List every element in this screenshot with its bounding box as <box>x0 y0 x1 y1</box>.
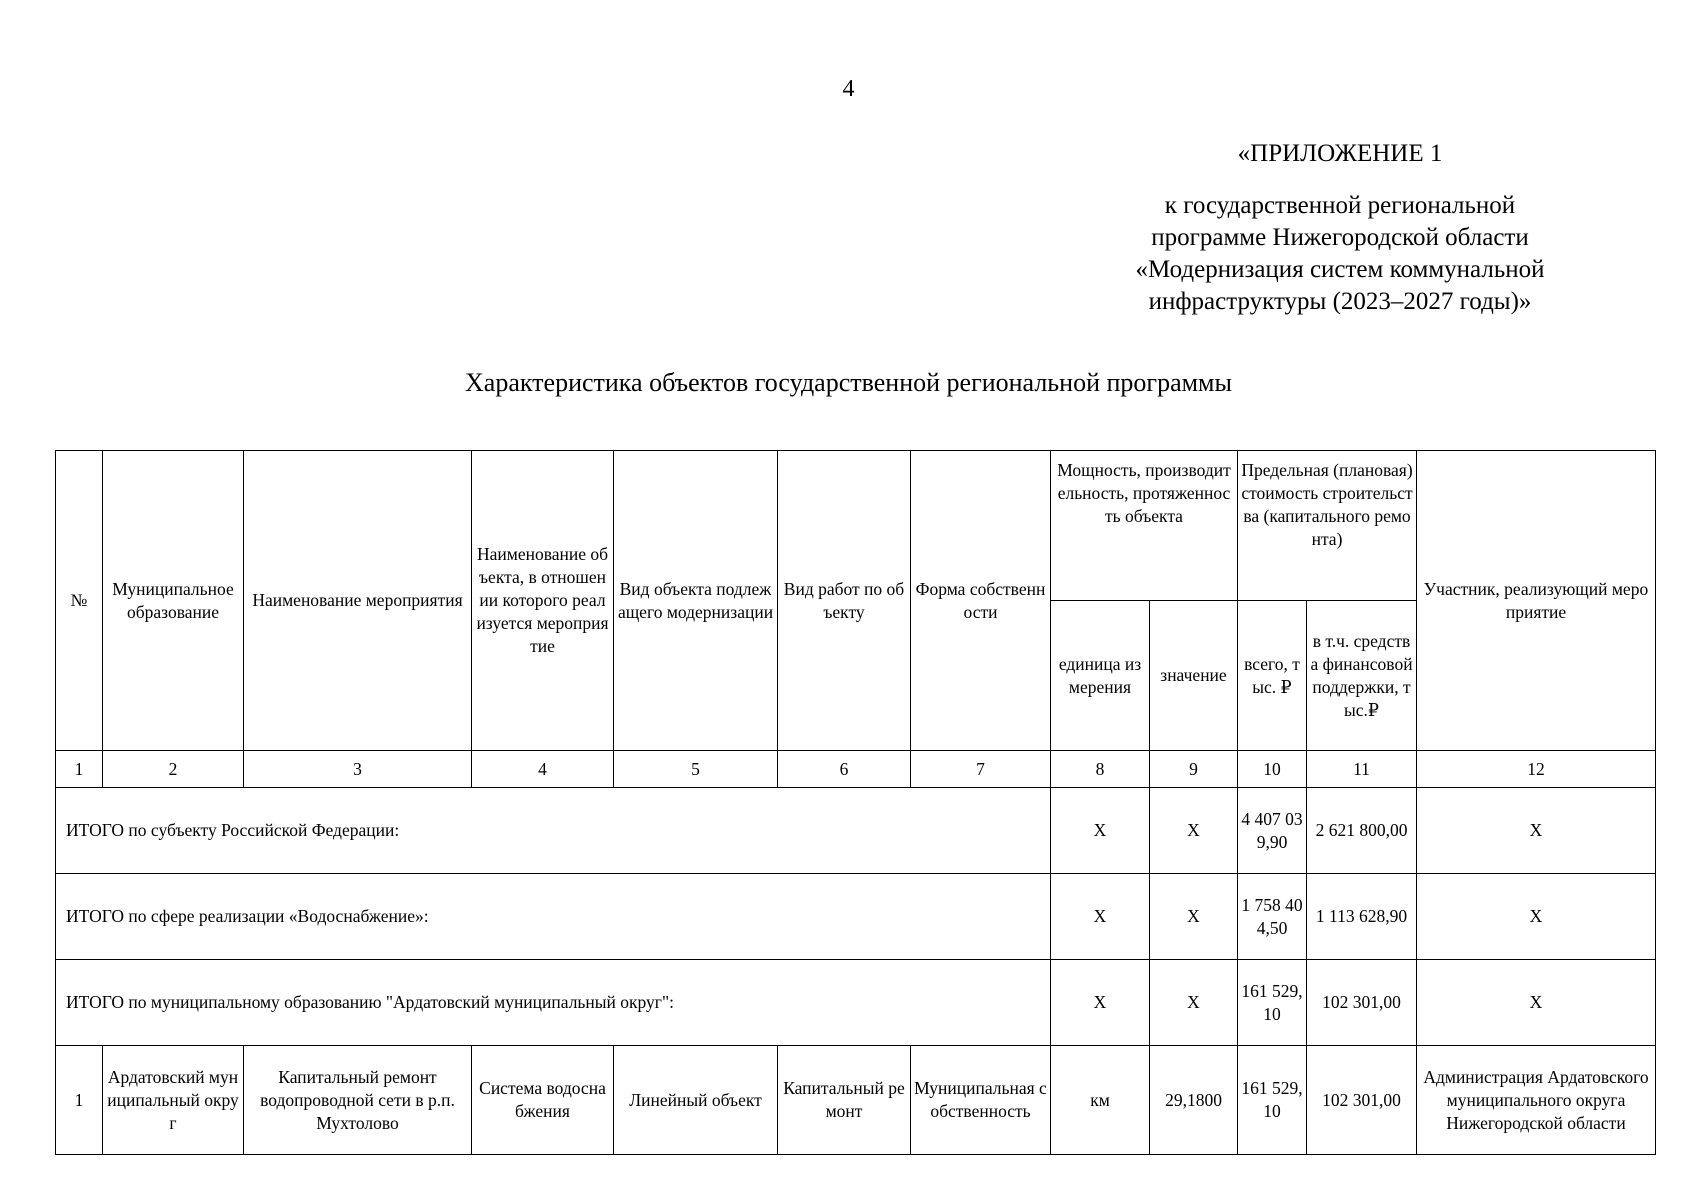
column-number: 2 <box>103 751 244 788</box>
header-total-cost: всего, тыс. ₽ <box>1238 601 1307 751</box>
row-unit: км <box>1051 1046 1150 1155</box>
total-unit: X <box>1051 874 1150 960</box>
row-support: 102 301,00 <box>1307 1046 1417 1155</box>
column-number: 6 <box>778 751 911 788</box>
column-number: 3 <box>244 751 472 788</box>
header-support: в т.ч. средства финансовой поддержки, тыс.₽ <box>1307 601 1417 751</box>
column-number: 9 <box>1150 751 1238 788</box>
appendix-subtitle-line: программе Нижегородской области <box>1151 224 1529 251</box>
total-value: X <box>1150 788 1238 874</box>
header-cost-group: Предельная (плановая) стоимость строительства (капитального ремонта) <box>1238 451 1417 601</box>
table-header <box>56 451 1656 788</box>
row-measure: Капитальный ремонт водопроводной сети в р.п. Мухтолово <box>244 1046 472 1155</box>
row-total-cost: 161 529,10 <box>1238 1046 1307 1155</box>
appendix-subtitle-line: к государственной региональной <box>1164 192 1516 219</box>
total-participant: X <box>1417 788 1656 874</box>
appendix-subtitle <box>1120 190 1560 318</box>
total-cost: 4 407 039,90 <box>1238 788 1307 874</box>
header-object-type: Вид объекта подлежащего модернизации <box>614 451 778 751</box>
header-object: Наименование объекта, в отношении которого реализуется мероприятие <box>472 451 614 751</box>
column-number: 10 <box>1238 751 1307 788</box>
header-value: значение <box>1150 601 1238 751</box>
header-number: № <box>56 451 103 751</box>
header-participant: Участник, реализующий мероприятие <box>1417 451 1656 751</box>
header-capacity-group: Мощность, производительность, протяженность объекта <box>1051 451 1238 601</box>
total-label: ИТОГО по сфере реализации «Водоснабжение»: <box>56 874 1051 960</box>
appendix-title: «ПРИЛОЖЕНИЕ 1 <box>1237 140 1443 167</box>
appendix-subtitle-line: «Модернизация систем коммунальной <box>1135 256 1545 283</box>
header-work-type: Вид работ по объекту <box>778 451 911 751</box>
total-label: ИТОГО по субъекту Российской Федерации: <box>56 788 1051 874</box>
column-number: 8 <box>1051 751 1150 788</box>
total-value: X <box>1150 960 1238 1046</box>
total-participant: X <box>1417 960 1656 1046</box>
row-municipality: Ардатовский муниципальный округ <box>103 1046 244 1155</box>
row-value: 29,1800 <box>1150 1046 1238 1155</box>
column-number: 4 <box>472 751 614 788</box>
document-title: Характеристика объектов государственной региональной программы <box>465 368 1232 397</box>
total-support: 2 621 800,00 <box>1307 788 1417 874</box>
appendix-subtitle-line: инфраструктуры (2023–2027 годы)» <box>1148 288 1532 315</box>
column-number: 5 <box>614 751 778 788</box>
total-support: 1 113 628,90 <box>1307 874 1417 960</box>
page-number: 4 <box>842 76 855 102</box>
column-number: 1 <box>56 751 103 788</box>
header-municipality: Муниципальное образование <box>103 451 244 751</box>
row-object-type: Линейный объект <box>614 1046 778 1155</box>
column-number: 7 <box>911 751 1051 788</box>
row-participant: Администрация Ардатовского муниципального округа Нижегородской области <box>1417 1046 1656 1155</box>
total-row-municipality <box>56 960 1656 1046</box>
total-row-subject <box>56 788 1656 874</box>
column-number: 12 <box>1417 751 1656 788</box>
header-unit: единица измерения <box>1051 601 1150 751</box>
total-cost: 161 529,10 <box>1238 960 1307 1046</box>
total-support: 102 301,00 <box>1307 960 1417 1046</box>
header-measure: Наименование мероприятия <box>244 451 472 751</box>
total-participant: X <box>1417 874 1656 960</box>
table-body <box>56 788 1656 1155</box>
row-object: Система водоснабжения <box>472 1046 614 1155</box>
column-number: 11 <box>1307 751 1417 788</box>
total-unit: X <box>1051 788 1150 874</box>
row-ownership: Муниципальная собственность <box>911 1046 1051 1155</box>
total-label: ИТОГО по муниципальному образованию "Ардатовский муниципальный округ": <box>56 960 1051 1046</box>
total-value: X <box>1150 874 1238 960</box>
column-numbers-row <box>56 751 1656 788</box>
header-ownership: Форма собственности <box>911 451 1051 751</box>
total-cost: 1 758 404,50 <box>1238 874 1307 960</box>
row-work-type: Капитальный ремонт <box>778 1046 911 1155</box>
objects-table <box>55 450 1656 1155</box>
objects-table-container <box>55 450 1656 1155</box>
row-number: 1 <box>56 1046 103 1155</box>
table-row <box>56 1046 1656 1155</box>
total-unit: X <box>1051 960 1150 1046</box>
total-row-water-supply <box>56 874 1656 960</box>
